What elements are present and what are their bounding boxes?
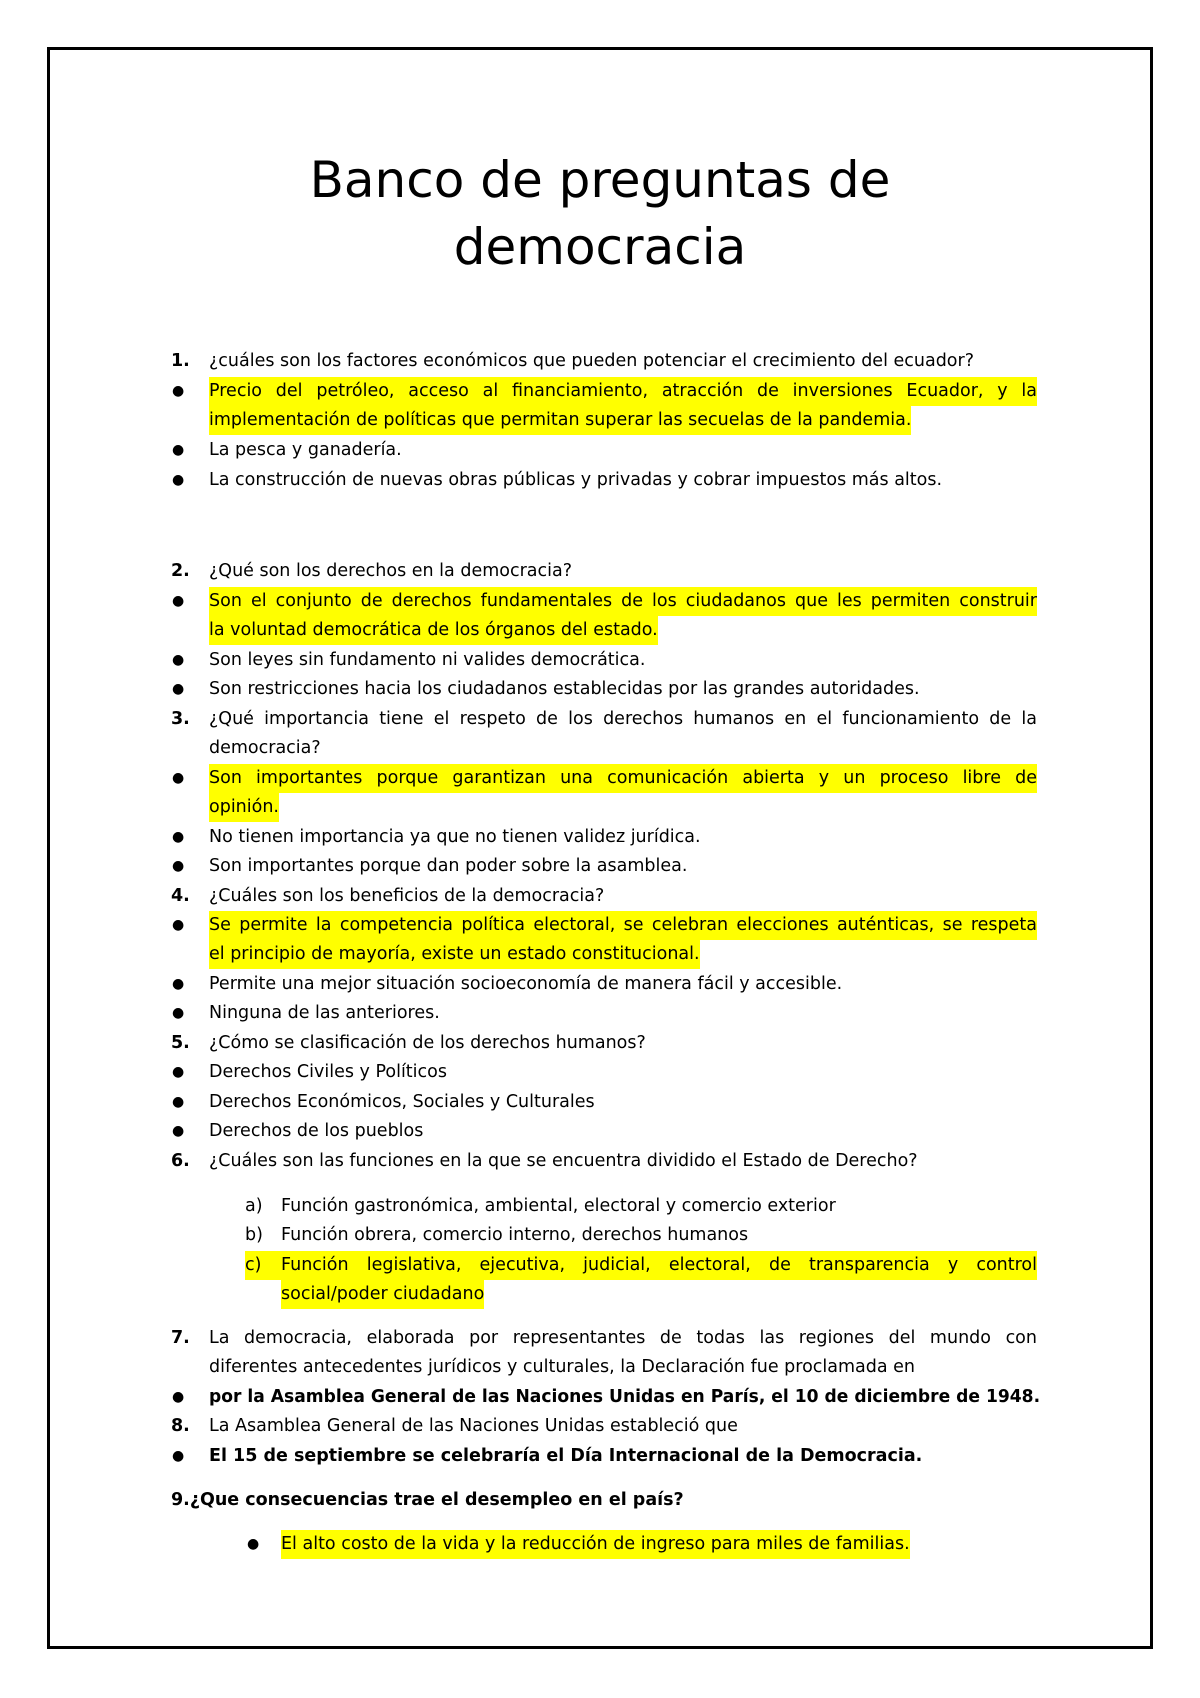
option-text: Función gastronómica, ambiental, electoral y comercio exterior: [281, 1196, 836, 1216]
answer-highlight: opinión.: [209, 793, 279, 822]
answer-highlight: Son el conjunto de derechos fundamentales de los ciudadanos que les permiten construir: [209, 587, 1037, 616]
answer-highlight: Son importantes porque garantizan una comunicación abierta y un proceso libre de: [209, 764, 1037, 793]
answer-highlight: Se permite la competencia política electoral, se celebran elecciones auténticas, se respeta: [209, 911, 1037, 940]
option-text: Permite una mejor situación socioeconomía de manera fácil y accesible.: [209, 974, 843, 994]
question-text: ¿Qué son los derechos en la democracia?: [209, 561, 572, 581]
option-text: Derechos Civiles y Políticos: [209, 1062, 447, 1082]
answer-highlight: Precio del petróleo, acceso al financiamiento, atracción de inversiones Ecuador, y la: [209, 377, 1037, 406]
option-letter: a): [245, 1196, 263, 1216]
question-text: diferentes antecedentes jurídicos y culturales, la Declaración fue proclamada en: [209, 1357, 916, 1377]
bullet-icon: ●: [172, 593, 185, 609]
question-number: 3.: [171, 709, 190, 729]
bullet-icon: ●: [172, 858, 185, 874]
bullet-icon: ●: [172, 1389, 185, 1405]
bullet-icon: ●: [172, 1094, 185, 1110]
question-text: ¿Cuáles son los beneficios de la democracia?: [209, 886, 605, 906]
answer-highlight: implementación de políticas que permitan superar las secuelas de la pandemia.: [209, 406, 911, 435]
option-text: La construcción de nuevas obras públicas y privadas y cobrar impuestos más altos.: [209, 470, 943, 490]
question-text: ¿Qué importancia tiene el respeto de los derechos humanos en el funcionamiento de la: [209, 709, 1037, 729]
option-text: La pesca y ganadería.: [209, 440, 402, 460]
question-number: 6.: [171, 1151, 190, 1171]
question-text: La Asamblea General de las Naciones Unidas estableció que: [209, 1416, 738, 1436]
answer-highlight: el principio de mayoría, existe un estado constitucional.: [209, 940, 700, 969]
option-text: Son leyes sin fundamento ni valides democrática.: [209, 650, 646, 670]
bullet-icon: ●: [247, 1536, 260, 1552]
bullet-icon: ●: [172, 1005, 185, 1021]
bullet-icon: ●: [172, 917, 185, 933]
bullet-icon: ●: [172, 770, 185, 786]
bullet-icon: ●: [172, 829, 185, 845]
question-number: 8.: [171, 1416, 190, 1436]
option-text: Son restricciones hacia los ciudadanos establecidas por las grandes autoridades.: [209, 679, 920, 699]
option-text: Son importantes porque dan poder sobre la asamblea.: [209, 856, 688, 876]
option-letter: c): [245, 1251, 281, 1280]
page-title-line-1: Banco de preguntas de: [309, 151, 891, 209]
option-text: Función obrera, comercio interno, derechos humanos: [281, 1225, 749, 1245]
page-title-line-2: democracia: [453, 218, 747, 276]
question-number: 4.: [171, 886, 190, 906]
option-text: Derechos de los pueblos: [209, 1121, 424, 1141]
bullet-icon: ●: [172, 652, 185, 668]
answer-text: El 15 de septiembre se celebraría el Día Internacional de la Democracia.: [209, 1446, 923, 1466]
answer-highlight: social/poder ciudadano: [281, 1280, 484, 1309]
question-number: 2.: [171, 561, 190, 581]
answer-text: por la Asamblea General de las Naciones Unidas en París, el 10 de diciembre de 1948.: [209, 1387, 1041, 1407]
bullet-icon: ●: [172, 1448, 185, 1464]
option-text: No tienen importancia ya que no tienen validez jurídica.: [209, 827, 701, 847]
option-text: Ninguna de las anteriores.: [209, 1003, 440, 1023]
answer-highlight: Función legislativa, ejecutiva, judicial, electoral, de transparencia y control: [281, 1251, 1037, 1280]
option-letter: b): [245, 1225, 263, 1245]
question-text: ¿cuáles son los factores económicos que pueden potenciar el crecimiento del ecuador?: [209, 351, 975, 371]
bullet-icon: ●: [172, 472, 185, 488]
answer-highlight: El alto costo de la vida y la reducción de ingreso para miles de familias.: [281, 1530, 910, 1559]
bullet-icon: ●: [172, 1123, 185, 1139]
bullet-icon: ●: [172, 383, 185, 399]
question-number: 5.: [171, 1033, 190, 1053]
answer-highlight: la voluntad democrática de los órganos del estado.: [209, 616, 658, 645]
question-text: democracia?: [209, 738, 321, 758]
bullet-icon: ●: [172, 442, 185, 458]
bullet-icon: ●: [172, 1064, 185, 1080]
question-number: 7.: [171, 1328, 190, 1348]
question-text: 9.¿Que consecuencias trae el desempleo en el país?: [171, 1490, 684, 1510]
option-text: Derechos Económicos, Sociales y Culturales: [209, 1092, 595, 1112]
bullet-icon: ●: [172, 681, 185, 697]
question-text: ¿Cuáles son las funciones en la que se encuentra dividido el Estado de Derecho?: [209, 1151, 918, 1171]
question-number: 1.: [171, 351, 190, 371]
bullet-icon: ●: [172, 976, 185, 992]
question-text: ¿Cómo se clasificación de los derechos humanos?: [209, 1033, 646, 1053]
question-text: La democracia, elaborada por representantes de todas las regiones del mundo con: [209, 1328, 1037, 1348]
